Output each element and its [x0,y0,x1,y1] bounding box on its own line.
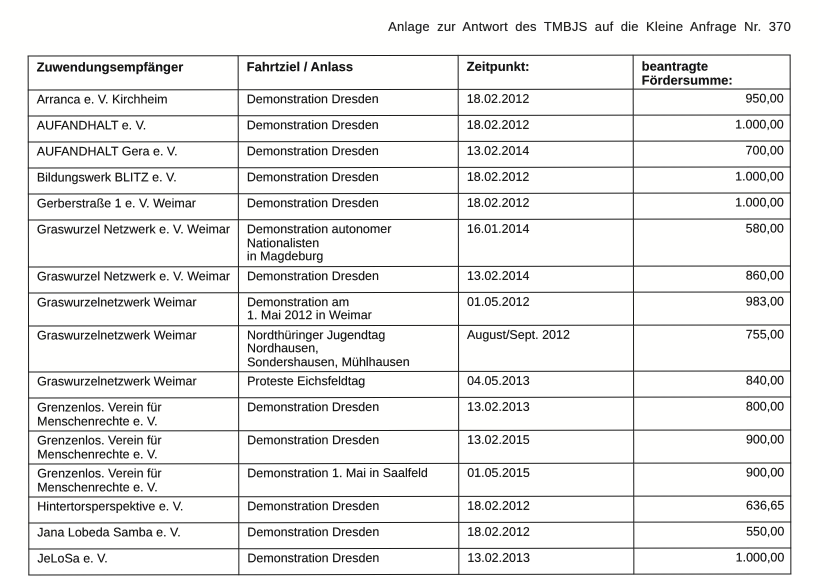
cell-purpose: Proteste Eichsfeldtag [239,371,459,397]
cell-date: 18.02.2012 [458,167,633,193]
table-row [29,397,791,431]
table-row [28,291,790,325]
cell-date: 16.01.2014 [458,219,633,266]
table-row [28,193,790,220]
cell-purpose: Demonstration Dresden [238,89,458,115]
cell-recipient: Graswurzel Netzwerk e. V. Weimar [28,266,238,292]
table-row [28,89,790,116]
cell-purpose: Nordthüringer Jugendtag Nordhausen, Sondershausen, Mühlhausen [239,325,459,372]
cell-purpose: Demonstration Dresden [239,548,459,574]
cell-amount: 900,00 [634,463,791,496]
grants-table-wrap [28,54,791,575]
cell-amount: 900,00 [634,430,791,463]
cell-date: 13.02.2014 [458,141,633,167]
cell-amount: 700,00 [633,141,790,167]
cell-purpose: Demonstration Dresden [239,496,459,522]
cell-purpose: Demonstration Dresden [238,266,458,292]
document-header-note: Anlage zur Antwort des TMBJS auf die Kleine Anfrage Nr. 370 [388,19,791,34]
cell-recipient: Grenzenlos. Verein für Menschenrechte e. V. [29,398,239,431]
table-row [29,463,791,497]
cell-recipient: Arranca e. V. Kirchheim [28,90,238,116]
cell-date: 01.05.2012 [458,292,633,325]
table-row [29,548,791,575]
cell-purpose: Demonstration autonomer Nationalisten in Magdeburg [238,219,458,266]
cell-recipient: Graswurzel Netzwerk e. V. Weimar [28,220,238,267]
cell-recipient: Gerberstraße 1 e. V. Weimar [28,194,238,220]
table-row [29,430,791,464]
cell-purpose: Demonstration Dresden [238,141,458,167]
cell-recipient: Grenzenlos. Verein für Menschenrechte e. V. [29,431,239,464]
cell-date: 13.02.2014 [458,266,633,292]
cell-amount: 1.000,00 [634,548,791,574]
cell-date: 13.02.2015 [459,430,634,463]
cell-date: 18.02.2012 [458,193,633,219]
cell-date: 18.02.2012 [458,115,633,141]
cell-purpose: Demonstration Dresden [239,522,459,548]
cell-purpose: Demonstration am 1. Mai 2012 in Weimar [238,292,458,325]
grants-table [28,54,792,575]
cell-amount: 1.000,00 [633,167,790,193]
cell-purpose: Demonstration Dresden [238,167,458,193]
cell-recipient: Bildungswerk BLITZ e. V. [28,168,238,194]
cell-date: August/Sept. 2012 [459,325,634,372]
cell-date: 18.02.2012 [459,522,634,548]
cell-amount: 860,00 [633,265,790,291]
cell-amount: 1.000,00 [633,115,790,141]
table-row [29,371,791,398]
column-header-recipient: Zuwendungsempfänger [28,56,238,90]
column-header-purpose: Fahrtziel / Anlass [238,55,458,89]
cell-amount: 1.000,00 [633,193,790,219]
cell-date: 04.05.2013 [459,371,634,397]
cell-recipient: JeLoSa e. V. [29,549,239,575]
table-row [28,265,790,292]
table-body [28,89,791,575]
cell-recipient: AUFANDHALT Gera e. V. [28,142,238,168]
cell-date: 13.02.2013 [459,548,634,574]
cell-recipient: Jana Lobeda Samba e. V. [29,523,239,549]
cell-recipient: Grenzenlos. Verein für Menschenrechte e. V. [29,464,239,497]
table-row [28,219,790,267]
cell-date: 01.05.2015 [459,463,634,496]
cell-amount: 840,00 [634,371,791,397]
cell-purpose: Demonstration 1. Mai in Saalfeld [239,463,459,496]
table-row [28,141,790,168]
table-row [29,522,791,549]
cell-amount: 636,65 [634,496,791,522]
cell-purpose: Demonstration Dresden [239,430,459,463]
cell-purpose: Demonstration Dresden [239,397,459,430]
cell-recipient: Graswurzelnetzwerk Weimar [29,372,239,398]
cell-date: 18.02.2012 [458,89,633,115]
table-row [29,324,791,372]
table-row [28,167,790,194]
cell-date: 18.02.2012 [459,496,634,522]
cell-amount: 550,00 [634,522,791,548]
cell-purpose: Demonstration Dresden [238,193,458,219]
cell-recipient: AUFANDHALT e. V. [28,116,238,142]
cell-recipient: Hintertorsperspektive e. V. [29,497,239,523]
cell-amount: 755,00 [634,324,791,371]
cell-amount: 983,00 [633,291,790,324]
cell-purpose: Demonstration Dresden [238,115,458,141]
table-header-row [28,55,790,90]
cell-recipient: Graswurzelnetzwerk Weimar [29,325,239,372]
cell-amount: 580,00 [633,219,790,266]
column-header-date: Zeitpunkt: [458,55,633,89]
column-header-amount: beantragte Fördersumme: [633,55,790,89]
table-row [28,115,790,142]
cell-recipient: Graswurzelnetzwerk Weimar [28,292,238,325]
table-row [29,496,791,523]
cell-date: 13.02.2013 [459,397,634,430]
cell-amount: 800,00 [634,397,791,430]
cell-amount: 950,00 [633,89,790,115]
